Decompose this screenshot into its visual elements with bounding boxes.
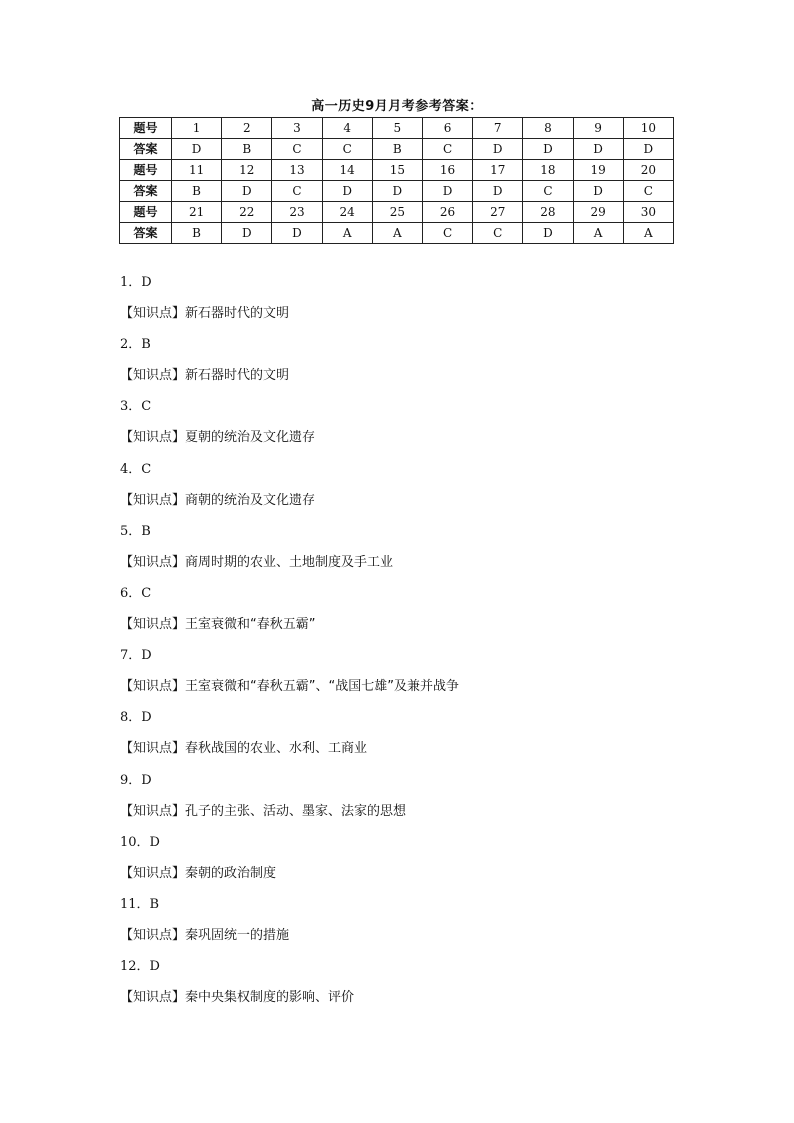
question-number-cell: 21 [172,202,222,223]
row-label-answer: 答案 [120,223,172,244]
question-number-cell: 13 [272,160,322,181]
answer-cell: C [322,139,372,160]
knowledge-point: 【知识点】王室衰微和“春秋五霸” [120,617,316,633]
answer-cell: B [172,223,222,244]
answer-cell: B [372,139,422,160]
question-number-cell: 28 [523,202,573,223]
question-number-cell: 10 [623,118,673,139]
answer-cell: C [523,181,573,202]
answer-explanations [120,273,680,1019]
question-number-cell: 17 [473,160,523,181]
answer-cell: C [422,223,472,244]
answer-table [119,117,674,244]
answer-item-number: 6．C [120,585,152,601]
answer-cell: D [573,181,623,202]
answer-row [120,223,674,244]
knowledge-point: 【知识点】王室衰微和“春秋五霸”、“战国七雄”及兼并战争 [120,679,459,695]
answer-item-number: 7．D [120,648,152,664]
question-number-cell: 11 [172,160,222,181]
answer-cell: D [473,139,523,160]
answer-cell: D [523,139,573,160]
answer-cell: D [623,139,673,160]
answer-cell: D [172,139,222,160]
answer-cell: D [422,181,472,202]
answer-item-number: 4．C [120,461,152,477]
question-number-cell: 1 [172,118,222,139]
answer-item-number: 12．D [120,959,160,975]
question-number-cell: 16 [422,160,472,181]
answer-cell: D [222,223,272,244]
question-number-cell: 2 [222,118,272,139]
answer-cell: A [322,223,372,244]
row-label-question: 题号 [120,160,172,181]
question-number-cell: 24 [322,202,372,223]
row-label-answer: 答案 [120,181,172,202]
knowledge-point: 【知识点】新石器时代的文明 [120,368,290,384]
question-number-cell: 12 [222,160,272,181]
answer-cell: C [623,181,673,202]
question-number-cell: 5 [372,118,422,139]
question-number-cell: 8 [523,118,573,139]
question-number-cell: 18 [523,160,573,181]
row-label-answer: 答案 [120,139,172,160]
answer-cell: D [573,139,623,160]
answer-cell: B [172,181,222,202]
answer-item-number: 3．C [120,399,152,415]
knowledge-point: 【知识点】孔子的主张、活动、墨家、法家的思想 [120,803,407,819]
row-label-question: 题号 [120,202,172,223]
question-number-cell: 29 [573,202,623,223]
question-number-cell: 30 [623,202,673,223]
question-number-cell: 20 [623,160,673,181]
answer-item-number: 2．B [120,337,151,353]
question-number-cell: 19 [573,160,623,181]
question-number-cell: 22 [222,202,272,223]
knowledge-point: 【知识点】秦朝的政治制度 [120,865,277,881]
answer-cell: C [272,139,322,160]
question-number-cell: 4 [322,118,372,139]
question-number-cell: 23 [272,202,322,223]
question-number-cell: 15 [372,160,422,181]
question-number-row [120,202,674,223]
answer-cell: D [473,181,523,202]
question-number-cell: 26 [422,202,472,223]
knowledge-point: 【知识点】商朝的统治及文化遗存 [120,492,316,508]
answer-item-number: 1．D [120,275,152,290]
question-number-cell: 27 [473,202,523,223]
row-label-question: 题号 [120,118,172,139]
question-number-cell: 14 [322,160,372,181]
answer-item-number: 5．B [120,523,151,539]
knowledge-point: 【知识点】秦中央集权制度的影响、评价 [120,990,355,1006]
question-number-cell: 7 [473,118,523,139]
answer-cell: B [222,139,272,160]
answer-item-number: 9．D [120,772,152,788]
question-number-cell: 3 [272,118,322,139]
answer-cell: A [623,223,673,244]
answer-item-number: 10．D [120,834,160,850]
answer-cell: C [473,223,523,244]
answer-cell: D [322,181,372,202]
knowledge-point: 【知识点】商周时期的农业、土地制度及手工业 [120,554,394,570]
knowledge-point: 【知识点】夏朝的统治及文化遗存 [120,430,316,446]
knowledge-point: 【知识点】春秋战国的农业、水利、工商业 [120,741,368,757]
answer-cell: C [272,181,322,202]
answer-cell: D [523,223,573,244]
answer-cell: A [573,223,623,244]
question-number-cell: 9 [573,118,623,139]
answer-item-number: 8．D [120,710,152,726]
answer-cell: D [272,223,322,244]
answer-item-number: 11．B [120,896,160,912]
question-number-row [120,160,674,181]
answer-cell: C [422,139,472,160]
question-number-cell: 25 [372,202,422,223]
question-number-cell: 6 [422,118,472,139]
question-number-row [120,118,674,139]
answer-row [120,139,674,160]
knowledge-point: 【知识点】新石器时代的文明 [120,306,290,322]
answer-cell: A [372,223,422,244]
answer-cell: D [222,181,272,202]
knowledge-point: 【知识点】秦巩固统一的措施 [120,927,290,943]
document-title: 高一历史9月月考参考答案： [311,99,483,114]
answer-cell: D [372,181,422,202]
answer-row [120,181,674,202]
